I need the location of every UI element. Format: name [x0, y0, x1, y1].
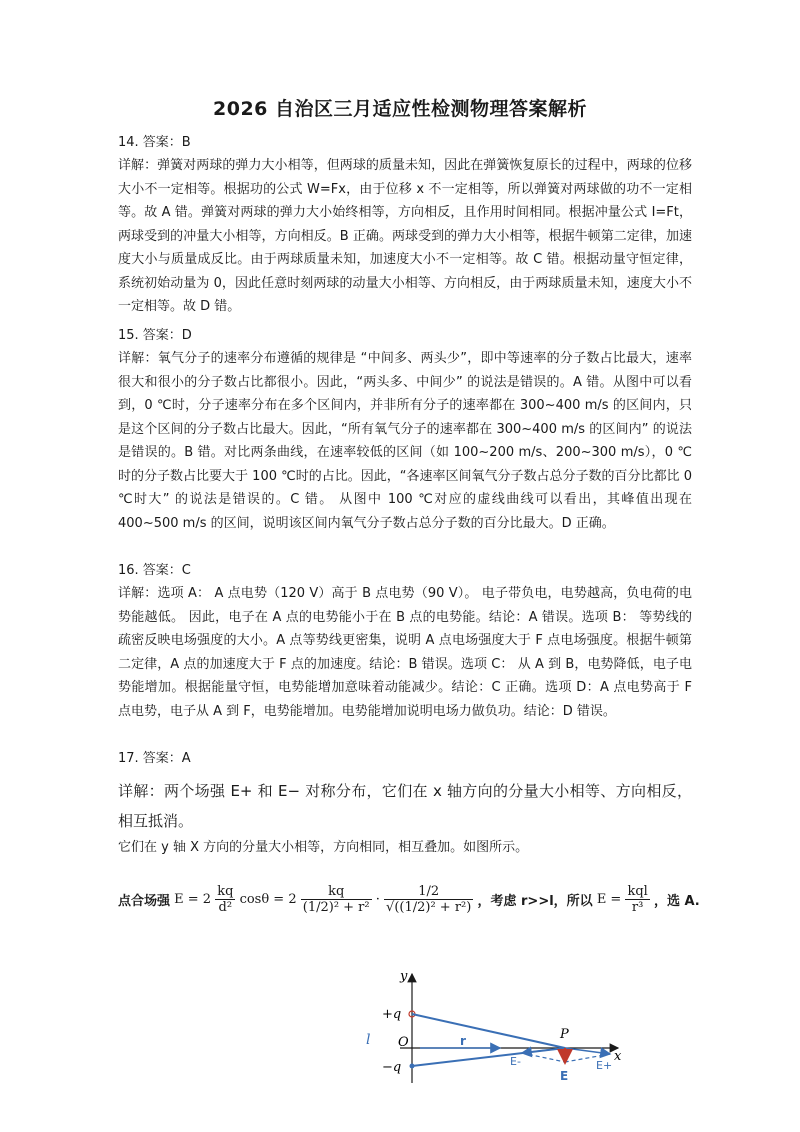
formula-frac-3: $\frac{1/2}{\text{√((1/2)² + r²)}}$	[386, 884, 472, 915]
p-label: P	[560, 1027, 569, 1042]
explanation-14: 详解：弹簧对两球的弹力大小相等，但两球的质量未知，因此在弹簧恢复原长的过程中，两球的位移大小不一定相等。根据功的公式 W=Fx，由于位移 x 不一定相等，所以弹簧对两球做的功不一定相等。故 A 错。弹簧对两球的弹力大小始终相等，方向相反，且作用时间相同。根据冲量公式 I=Ft，两球受到的冲量大小相等，方向相反。B 正确。两球受到的弹力大小相等，根据牛顿第二定律，加速度大小与质量成反比。由于两球质量未知，加速度大小不一定相等。故 C 错。根据动量守恒定律，系统初始动量为 0，因此任意时刻两球的动量大小相等、方向相反，由于两球质量未知，速度大小不一定相等。故 D 错。	[118, 158, 692, 314]
formula-consider: ，考虑 r>>l，所以	[477, 894, 593, 909]
e-label: E	[560, 1069, 569, 1083]
answer-14: 14. 答案：B	[118, 135, 191, 150]
document-title: 2026 自治区三月适应性检测物理答案解析	[213, 98, 587, 120]
formula-e-eq: E = 2	[174, 892, 212, 907]
e-minus-label: E-	[510, 1055, 521, 1068]
explanation-17-part1: 详解：两个场强 E+ 和 E− 对称分布，它们在 x 轴方向的分量大小相等、方向相反，相互抵消。	[118, 782, 692, 830]
plus-q-label: +q	[382, 1007, 402, 1022]
formula-e-eq-2: E =	[596, 892, 622, 907]
answer-15: 15. 答案：D	[118, 328, 192, 343]
origin-label: O	[398, 1035, 409, 1050]
explanation-16: 详解：选项 A： A 点电势（120 V）高于 B 点电势（90 V）。 电子带负电，电势越高，负电荷的电势能越低。 因此，电子在 A 点的电势能小于在 B 点的电势能。结论：A 错误。选项 B： 等势线的疏密反映电场强度的大小。A 点等势线更密集，说明 A 点电场强度大于 F 点电场强度。根据牛顿第二定律，A 点的加速度大于 F 点的加速度。结论：B 错误。选项 C： 从 A 到 B，电势降低，电子电势能增加。根据能量守恒，电势能增加意味着动能减少。结论：C 正确。选项 D：A 点电势高于 F 点电势，电子从 A 到 F，电势能增加。电势能增加说明电场力做负功。结论：D 错误。	[118, 586, 692, 719]
question-15	[118, 325, 692, 535]
answer-17: 17. 答案：A	[118, 751, 191, 766]
dashed-line-1	[522, 1053, 565, 1062]
x-axis-label: x	[614, 1049, 622, 1064]
formula-frac-4: $\frac{\text{kql}}{\text{r³}}$	[627, 884, 648, 915]
l-label: l	[366, 1032, 371, 1048]
formula-dot: ·	[375, 892, 380, 907]
field-formula	[118, 866, 718, 946]
question-14	[118, 132, 692, 319]
r-label: r	[460, 1034, 466, 1048]
formula-frac-1: $\frac{kq}{\text{d²}}$	[217, 884, 234, 915]
question-17	[118, 748, 692, 860]
e-minus-arrow	[522, 1048, 565, 1053]
explanation-15: 详解：氧气分子的速率分布遵循的规律是 “中间多、两头少”，即中等速率的分子数占比最大，速率很大和很小的分子数占比都很小。因此，“两头多、中间少” 的说法是错误的。A 错。从图中可以看到，0 ℃时，分子速率分布在多个区间内，并非所有分子的速率都在 300~400 m/s 的区间内，只是这个区间的分子数占比最大。因此，“所有氧气分子的速率都在 300~400 m/s 的区间内” 的说法是错误的。B 错。对比两条曲线，在速率较低的区间（如 100~200 m/s、200~300 m/s），0 ℃时的分子数占比要大于 100 ℃时的占比。因此，“各速率区间氧气分子数占总分子数的百分比都比 0 ℃时大” 的说法是错误的。C 错。 从图中 100 ℃对应的虚线曲线可以看出，其峰值出现在 400~500 m/s 的区间，说明该区间内氧气分子数占总分子数的百分比最大。D 正确。	[118, 351, 692, 531]
y-axis-label: y	[400, 969, 408, 984]
answer-16: 16. 答案：C	[118, 563, 191, 578]
dipole-diagram	[360, 968, 650, 1088]
minus-q-label: −q	[382, 1060, 402, 1075]
formula-frac-2: $\frac{kq}{\text{(1/2)² + r²}}$	[302, 884, 370, 915]
formula-lead: 点合场强	[118, 894, 171, 909]
e-plus-label: E+	[596, 1059, 613, 1072]
formula-choose: ，选 A.	[653, 894, 700, 909]
question-16	[118, 560, 692, 723]
explanation-17-part2: 它们在 y 轴 X 方向的分量大小相等，方向相同，相互叠加。如图所示。	[118, 840, 529, 855]
formula-cos: cosθ = 2	[239, 892, 297, 907]
line-plus-to-p	[412, 1014, 565, 1048]
e-plus-arrow	[565, 1048, 610, 1054]
